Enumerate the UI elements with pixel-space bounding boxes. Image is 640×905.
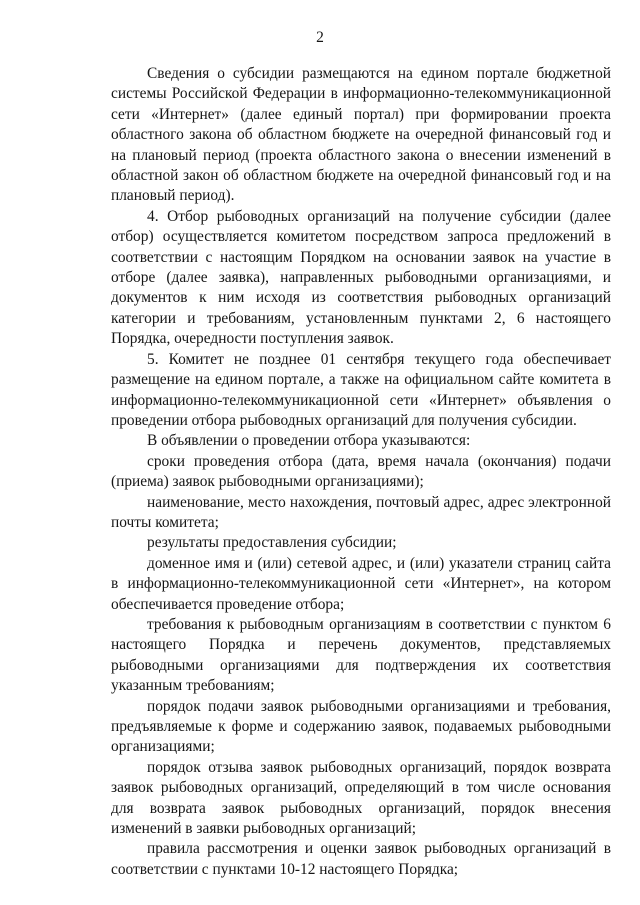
page-number: 2 <box>316 29 324 46</box>
list-item-application-procedure: порядок подачи заявок рыбоводными организациями и требования, предъявляемые к форме и содержанию заявок, подаваемых рыбоводными организациями; <box>111 697 611 756</box>
list-item-requirements: требования к рыбоводным организациям в соответствии с пунктом 6 настоящего Порядка и перечень документов, представляемых рыбоводными организациями для подтверждения их соответствия указанным требованиям; <box>111 615 611 695</box>
list-item-committee-contacts: наименование, место нахождения, почтовый адрес, адрес электронной почты комитета; <box>111 493 611 531</box>
document-body <box>111 64 611 880</box>
paragraph-item-5-announcement: 5. Комитет не позднее 01 сентября текущего года обеспечивает размещение на едином портале, а также на официальном сайте комитета в информационно-телекоммуникационной сети «Интернет» объявления о проведении отбора рыбоводных организаций для получения субсидии. <box>111 350 611 429</box>
paragraph-item-4-selection: 4. Отбор рыбоводных организаций на получение субсидии (далее отбор) осуществляется комитетом посредством запроса предложений в соответствии с настоящим Порядком на основании заявок на участие в отборе (далее заявка), направленных рыбоводными организациями, и документов к ним исходя из соответствия рыбоводных организаций категории и требованиям, установленным пунктами 2, 6 настоящего Порядка, очередности поступления заявок. <box>111 207 611 348</box>
list-item-domain-name: доменное имя и (или) сетевой адрес, и (или) указатели страниц сайта в информационно-телекоммуникационной сети «Интернет», на котором обеспечивается проведение отбора; <box>111 554 611 613</box>
paragraph-subsidy-info: Сведения о субсидии размещаются на едином портале бюджетной системы Российской Федерации в информационно-телекоммуникационной сети «Интернет» (далее единый портал) при формировании проекта областного закона об областном бюджете на очередной финансовый год и на плановый период (проекта областного закона о внесении изменений в областной закон об областном бюджете на очередной финансовый год и на плановый период). <box>111 65 611 205</box>
list-item-review-rules: правила рассмотрения и оценки заявок рыбоводных организаций в соответствии с пунктами 10-12 настоящего Порядка; <box>111 840 611 878</box>
paragraph-announcement-intro: В объявлении о проведении отбора указываются: <box>147 432 471 450</box>
list-item-withdrawal-procedure: порядок отзыва заявок рыбоводных организаций, порядок возврата заявок рыбоводных организаций, определяющий в том числе основания для возврата заявок рыбоводных организаций, порядок внесения изменений в заявки рыбоводных организаций; <box>111 758 611 838</box>
list-item-selection-dates: сроки проведения отбора (дата, время начала (окончания) подачи (приема) заявок рыбоводными организациями); <box>111 452 611 491</box>
list-item-subsidy-results: результаты предоставления субсидии; <box>147 534 397 552</box>
